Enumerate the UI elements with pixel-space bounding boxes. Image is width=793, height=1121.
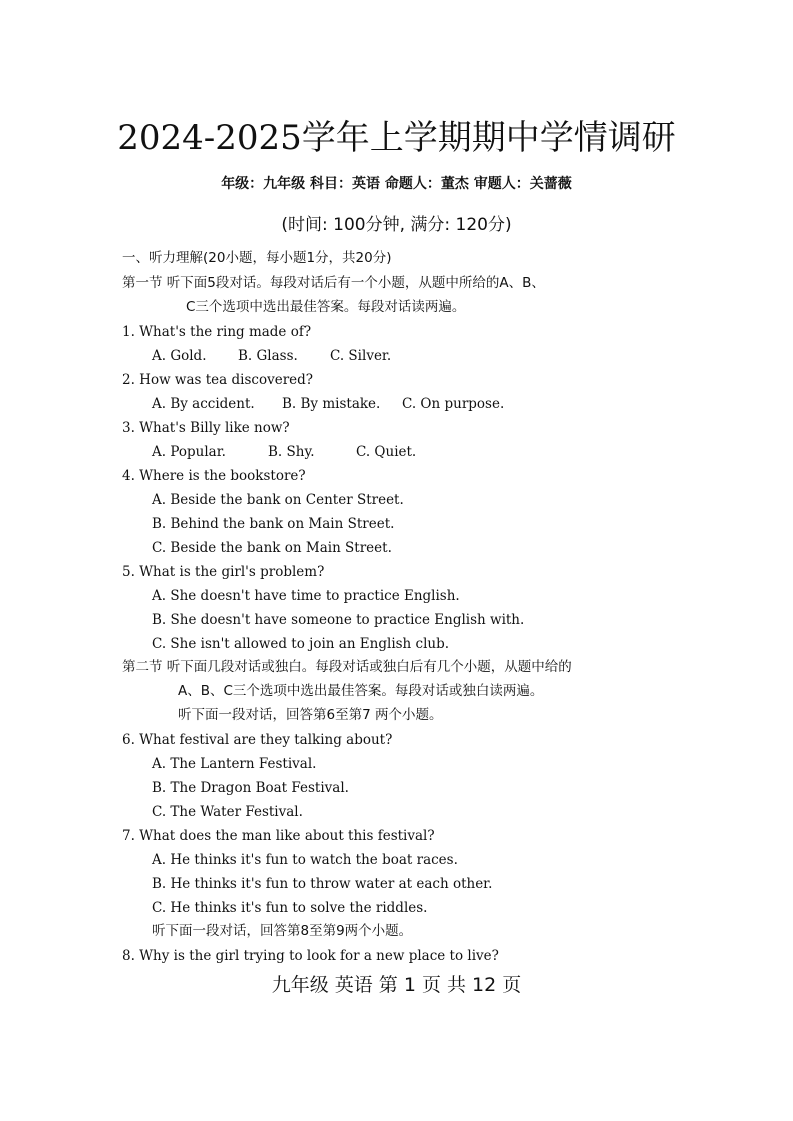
question-5: 5. What is the girl's problem? <box>122 564 325 580</box>
option-a: A. Gold. <box>152 348 207 364</box>
question-1: 1. What's the ring made of? <box>122 324 312 340</box>
question-7-option-b: B. He thinks it's fun to throw water at each other. <box>152 876 493 892</box>
question-3: 3. What's Billy like now? <box>122 420 290 436</box>
question-4-option-c: C. Beside the bank on Main Street. <box>152 540 392 556</box>
part1-heading: 一、听力理解(20小题，每小题1分，共20分) <box>122 250 392 266</box>
section1-instruction-line2: C三个选项中选出最佳答案。每段对话读两遍。 <box>186 299 466 315</box>
question-6-option-b: B. The Dragon Boat Festival. <box>152 780 349 796</box>
section1-instruction-line1: 第一节 听下面5段对话。每段对话后有一个小题，从题中所给的A、B、 <box>122 275 545 291</box>
question-7-option-c: C. He thinks it's fun to solve the riddles. <box>152 900 428 916</box>
exam-title: 2024-2025学年上学期期中学情调研 <box>117 118 676 158</box>
question-5-option-b: B. She doesn't have someone to practice English with. <box>152 612 525 628</box>
section2-instruction-line2: A、B、C三个选项中选出最佳答案。每段对话或独白读两遍。 <box>178 683 544 699</box>
option-c: C. Silver. <box>330 348 392 364</box>
question-5-option-a: A. She doesn't have time to practice English. <box>152 588 460 604</box>
question-5-option-c: C. She isn't allowed to join an English club. <box>152 636 450 652</box>
option-b: B. Glass. <box>238 348 298 364</box>
question-1-options <box>152 346 391 366</box>
question-4-option-b: B. Behind the bank on Main Street. <box>152 516 395 532</box>
instruction-q8-q9: 听下面一段对话，回答第8至第9两个小题。 <box>152 923 413 939</box>
question-4-option-a: A. Beside the bank on Center Street. <box>152 492 404 508</box>
question-8: 8. Why is the girl trying to look for a new place to live? <box>122 948 499 964</box>
exam-time-score: (时间: 100分钟, 满分: 120分) <box>281 215 512 235</box>
option-b: B. By mistake. <box>282 396 381 412</box>
question-6: 6. What festival are they talking about? <box>122 732 393 748</box>
option-c: C. On purpose. <box>402 396 505 412</box>
question-6-option-c: C. The Water Festival. <box>152 804 303 820</box>
question-7: 7. What does the man like about this festival? <box>122 828 435 844</box>
option-a: A. Popular. <box>152 444 226 460</box>
question-7-option-a: A. He thinks it's fun to watch the boat races. <box>152 852 458 868</box>
section2-instruction-line1: 第二节 听下面几段对话或独白。每段对话或独白后有几个小题，从题中给的 <box>122 659 572 675</box>
exam-info: 年级：九年级 科目：英语 命题人：董杰 审题人：关蔷薇 <box>221 176 572 192</box>
question-6-option-a: A. The Lantern Festival. <box>152 756 317 772</box>
option-c: C. Quiet. <box>356 444 417 460</box>
page-footer: 九年级 英语 第 1 页 共 12 页 <box>271 974 522 996</box>
section2-instruction-line3: 听下面一段对话，回答第6至第7 两个小题。 <box>178 707 443 723</box>
question-2: 2. How was tea discovered? <box>122 372 314 388</box>
question-4: 4. Where is the bookstore? <box>122 468 306 484</box>
option-b: B. Shy. <box>268 444 315 460</box>
question-3-options <box>152 442 416 462</box>
option-a: A. By accident. <box>152 396 255 412</box>
question-2-options <box>152 394 504 414</box>
